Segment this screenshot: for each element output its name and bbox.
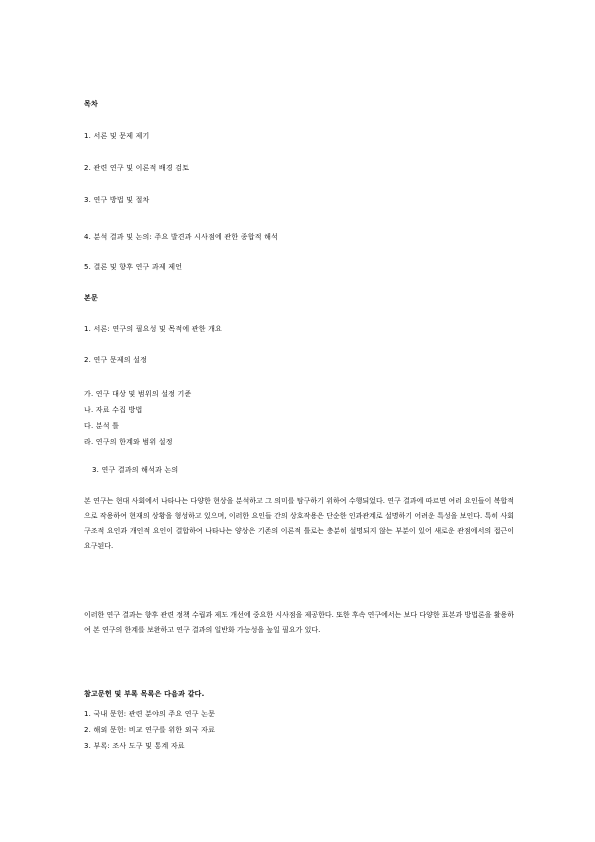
- toc-line: 5. 결론 및 향후 연구 과제 제언: [84, 263, 183, 271]
- toc-line: 1. 서론 및 문제 제기: [84, 132, 150, 140]
- paragraph: 본 연구는 현대 사회에서 나타나는 다양한 현상을 분석하고 그 의미를 탐구하기 위하여 수행되었다. 연구 결과에 따르면 여러 요인들이 복합적으로 작용하여 현재의 상황을 형성하고 있으며, 이러한 요인들 간의 상호작용은 단순한 인과관계로 설명하기 어려운 특성을 보인다. 특히 사회 구조적 요인과 개인적 요인이 결합하여 나타나는 양상은 기존의 이론적 틀로는 충분히 설명되지 않는 부분이 있어 새로운 관점에서의 접근이 요구된다.: [84, 497, 514, 550]
- list-item: 가. 연구 대상 및 범위의 설정 기준: [84, 390, 192, 398]
- paragraph: 이러한 연구 결과는 향후 관련 정책 수립과 제도 개선에 중요한 시사점을 제공한다. 또한 후속 연구에서는 보다 다양한 표본과 방법론을 활용하여 본 연구의 한계를 보완하고 연구 결과의 일반화 가능성을 높일 필요가 있다.: [84, 611, 514, 634]
- closing-line: 1. 국내 문헌: 관련 분야의 주요 연구 논문: [84, 710, 216, 718]
- section-title: 3. 연구 결과의 해석과 논의: [92, 466, 179, 474]
- list-item: 다. 분석 틀: [84, 422, 120, 430]
- list-item: 라. 연구의 한계와 범위 설정: [84, 438, 173, 446]
- toc-heading: 목차: [84, 100, 98, 108]
- toc-line: 4. 분석 결과 및 논의: 주요 발견과 시사점에 관한 종합적 해석: [84, 233, 279, 241]
- toc-line: 2. 관련 연구 및 이론적 배경 검토: [84, 164, 190, 172]
- body-line: 1. 서론: 연구의 필요성 및 목적에 관한 개요: [84, 325, 223, 333]
- body-line: 2. 연구 문제의 설정: [84, 356, 148, 364]
- list-item: 나. 자료 수집 방법: [84, 406, 143, 414]
- closing-line: 3. 부록: 조사 도구 및 통계 자료: [84, 742, 185, 750]
- body-heading: 본문: [84, 294, 98, 302]
- closing-heading: 참고문헌 및 부록 목록은 다음과 같다.: [84, 690, 205, 698]
- toc-line: 3. 연구 방법 및 절차: [84, 196, 150, 204]
- closing-line: 2. 해외 문헌: 비교 연구를 위한 외국 자료: [84, 726, 216, 734]
